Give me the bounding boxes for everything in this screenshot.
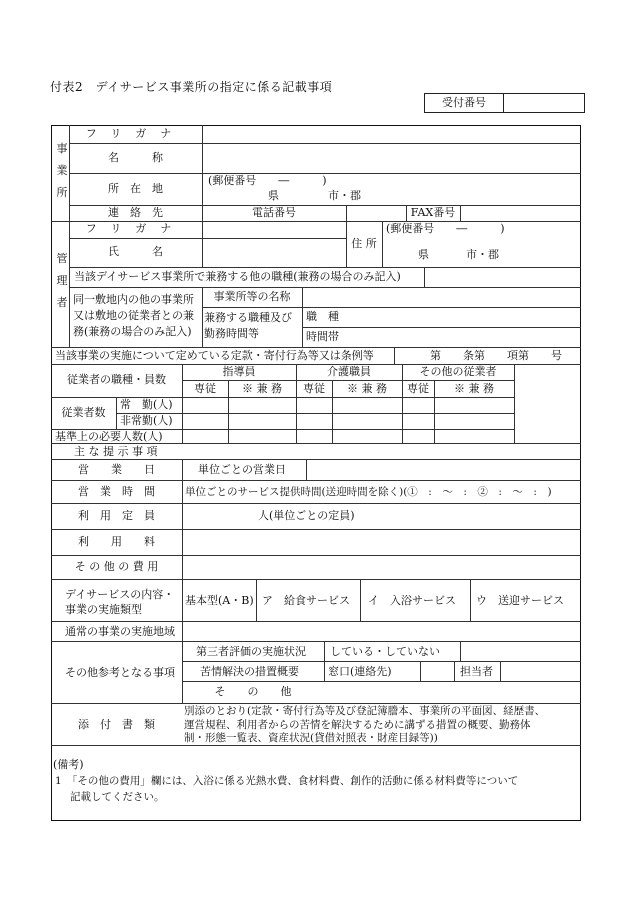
staff-required-label: 基準上の必要人数(人) — [55, 430, 163, 443]
staff-other-label: その他の従業者 — [419, 365, 497, 378]
manager-office-name-input[interactable] — [303, 288, 580, 306]
notes-line-2: 記載してください。 — [70, 791, 165, 803]
business-days-note: 単位ごとの営業日 — [198, 463, 286, 476]
office-phone-label: 電話番号 — [252, 206, 296, 219]
meal-service-option[interactable]: ア 給食サービス — [262, 594, 350, 607]
office-name-label: 名 称 — [108, 151, 163, 164]
staff-parttime-label: 非常勤(人) — [120, 414, 173, 427]
attachments-label: 添 付 書 類 — [78, 718, 155, 731]
others-label: そ の 他 — [214, 685, 292, 698]
staff-care-concurrent: ※ 兼 務 — [347, 382, 387, 395]
manager-name-input[interactable] — [203, 239, 345, 266]
office-name-input[interactable] — [203, 144, 580, 172]
capacity-note[interactable]: 人(単位ごとの定員) — [258, 509, 355, 522]
office-section-label: 事 業 所 — [56, 142, 68, 199]
bath-service-option[interactable]: イ 入浴サービス — [368, 594, 456, 607]
manager-office-name-label: 事業所等の名称 — [213, 290, 291, 303]
office-fax-label: FAX番号 — [410, 206, 456, 219]
complaint-label: 苦情解決の措置概要 — [200, 665, 299, 678]
manager-concurrent-label: 当該デイサービス事業所で兼務する他の職種(兼務の場合のみ記入) — [74, 270, 401, 283]
evaluation-label: 第三者評価の実施状況 — [196, 645, 306, 658]
area-label: 通常の事業の実施地域 — [65, 625, 175, 638]
content-label: デイサービスの内容・ 事業の実施類型 — [65, 588, 175, 616]
staff-header: 従業者の職種・員数 — [67, 373, 166, 386]
manager-furigana-label: フリガナ — [85, 222, 186, 235]
staff-fulltime-label: 常 勤(人) — [120, 398, 173, 411]
attachments-text: 別添のとおり(定款・寄付行為等及び登記簿謄本、事業所の平面図、経歴書、 運営規程、利用者からの苦情を解決するために講ずる措置の概要、勤務体 制・形態一覧表、資産状況(貸借対照表・財産目録等)) — [184, 705, 546, 744]
transport-service-option[interactable]: ウ 送迎サービス — [476, 594, 564, 607]
regulation-article[interactable]: 第 条第 項第 号 — [430, 349, 562, 362]
receipt-number-label: 受付番号 — [425, 94, 504, 112]
manager-city-label: 市・郡 — [466, 248, 499, 261]
business-hours-label: 営 業 時 間 — [78, 485, 155, 498]
staff-other-concurrent: ※ 兼 務 — [454, 382, 494, 395]
business-hours-note[interactable]: 単位ごとのサービス提供時間(送迎時間を除く)(① : ～ : ② : ～ : ) — [185, 486, 552, 498]
regulation-label: 当該事業の実施について定めている定款・寄付行為等又は条例等 — [55, 349, 374, 362]
manager-name-label: 氏 名 — [108, 245, 163, 258]
capacity-label: 利 用 定 員 — [78, 509, 155, 522]
form-title: 付表2 デイサービス事業所の指定に係る記載事項 — [50, 80, 333, 94]
receipt-number-box — [424, 93, 585, 113]
manager-job-hours-label: 兼務する職種及び 勤務時間等 — [204, 311, 292, 340]
manager-postal[interactable]: (郵便番号 ― ) — [386, 222, 505, 235]
manager-job-label: 職 種 — [306, 310, 339, 323]
office-pref-label: 県 — [268, 189, 279, 202]
staff-guidance-concurrent: ※ 兼 務 — [242, 382, 282, 395]
window-label: 窓口(連絡先) — [328, 665, 392, 678]
office-contact-label: 連 絡 先 — [108, 206, 163, 219]
staff-guidance-full: 専従 — [194, 382, 216, 395]
staff-guidance-label: 指導員 — [222, 365, 256, 378]
office-city-label: 市・郡 — [328, 189, 361, 202]
fee-label: 利 用 料 — [78, 535, 155, 548]
notes-header: (備考) — [53, 758, 84, 771]
office-furigana-label: フリガナ — [85, 127, 186, 140]
staff-care-full: 専従 — [303, 382, 325, 395]
other-fee-label: そ の 他 の 費 用 — [74, 560, 159, 573]
manager-pref-label: 県 — [418, 248, 429, 261]
office-address-label: 所 在 地 — [108, 182, 163, 195]
staff-care-label: 介護職員 — [327, 365, 371, 378]
evaluation-value[interactable]: している・していない — [330, 645, 440, 658]
reference-label: その他参考となる事項 — [65, 666, 175, 679]
manager-address-label: 住 所 — [351, 237, 377, 250]
manager-section-label: 管 理 者 — [56, 252, 68, 309]
office-phone-input[interactable] — [347, 206, 405, 220]
person-label: 担当者 — [460, 665, 493, 678]
office-fax-input[interactable] — [461, 206, 580, 220]
basic-type-option[interactable]: 基本型(A・B) — [185, 594, 254, 607]
manager-time-label: 時間帯 — [306, 330, 339, 343]
staff-count-label: 従業者数 — [61, 406, 106, 419]
staff-other-full: 専従 — [407, 382, 429, 395]
items-header: 主 な 提 示 事 項 — [74, 445, 158, 458]
notes-line-1: 1 「その他の費用」欄には、入浴に係る光熱水費、食材料費、創作的活動に係る材料費等について — [55, 775, 519, 787]
office-postal[interactable]: (郵便番号 ― ) — [208, 174, 327, 187]
business-days-label: 営 業 日 — [78, 463, 155, 476]
manager-other-office-label: 同一敷地内の他の事業所 又は敷地の従業者との兼 務(兼務の場合のみ記入) — [73, 293, 194, 338]
